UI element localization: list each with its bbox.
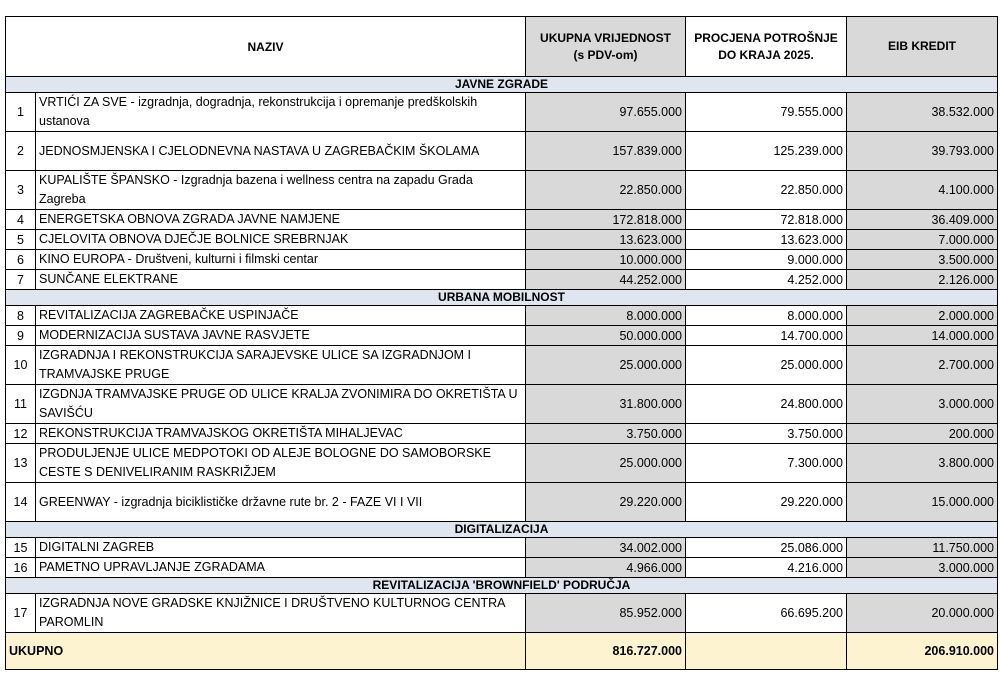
section-row (6, 77, 998, 93)
row-number: 12 (6, 424, 36, 444)
total-eib-kredit: 206.910.000 (847, 633, 998, 670)
ukupna-vrijednost-cell: 34.002.000 (526, 538, 686, 558)
ukupna-vrijednost-cell: 50.000.000 (526, 326, 686, 346)
procjena-cell: 25.086.000 (686, 538, 847, 558)
eib-kredit-cell: 3.000.000 (847, 385, 998, 424)
eib-kredit-cell: 20.000.000 (847, 594, 998, 633)
eib-projects-table (5, 16, 998, 670)
procjena-cell: 7.300.000 (686, 444, 847, 483)
table-row (6, 171, 998, 210)
total-ukupna-vrijednost: 816.727.000 (526, 633, 686, 670)
procjena-cell: 25.000.000 (686, 346, 847, 385)
row-number: 6 (6, 250, 36, 270)
eib-kredit-cell: 14.000.000 (847, 326, 998, 346)
project-name: KUPALIŠTE ŠPANSKO - Izgradnja bazena i wellness centra na zapadu Grada Zagreba (36, 171, 526, 210)
row-number: 15 (6, 538, 36, 558)
ukupna-vrijednost-cell: 97.655.000 (526, 93, 686, 132)
header-eib-kredit: EIB KREDIT (847, 17, 998, 77)
table-row (6, 270, 998, 290)
project-name: JEDNOSMJENSKA I CJELODNEVNA NASTAVA U ZAGREBAČKIM ŠKOLAMA (36, 132, 526, 171)
procjena-cell: 24.800.000 (686, 385, 847, 424)
table-row (6, 483, 998, 522)
total-row (6, 633, 998, 670)
table-row (6, 132, 998, 171)
header-procjena-potrosnje (686, 17, 847, 77)
procjena-cell: 72.818.000 (686, 210, 847, 230)
ukupna-vrijednost-cell: 4.966.000 (526, 558, 686, 578)
ukupna-vrijednost-cell: 172.818.000 (526, 210, 686, 230)
table-row (6, 444, 998, 483)
row-number: 13 (6, 444, 36, 483)
table-row (6, 424, 998, 444)
eib-kredit-cell: 4.100.000 (847, 171, 998, 210)
procjena-cell: 29.220.000 (686, 483, 847, 522)
table-row (6, 230, 998, 250)
procjena-cell: 14.700.000 (686, 326, 847, 346)
row-number: 17 (6, 594, 36, 633)
row-number: 10 (6, 346, 36, 385)
row-number: 14 (6, 483, 36, 522)
procjena-cell: 4.252.000 (686, 270, 847, 290)
row-number: 5 (6, 230, 36, 250)
eib-kredit-cell: 11.750.000 (847, 538, 998, 558)
table-row (6, 306, 998, 326)
procjena-cell: 22.850.000 (686, 171, 847, 210)
ukupna-vrijednost-cell: 13.623.000 (526, 230, 686, 250)
table-row (6, 346, 998, 385)
row-number: 9 (6, 326, 36, 346)
section-title: URBANA MOBILNOST (6, 290, 998, 306)
ukupna-vrijednost-cell: 31.800.000 (526, 385, 686, 424)
total-procjena (686, 633, 847, 670)
ukupna-vrijednost-cell: 10.000.000 (526, 250, 686, 270)
procjena-cell: 66.695.200 (686, 594, 847, 633)
eib-kredit-cell: 2.126.000 (847, 270, 998, 290)
procjena-cell: 125.239.000 (686, 132, 847, 171)
project-name: REVITALIZACIJA ZAGREBAČKE USPINJAČE (36, 306, 526, 326)
ukupna-vrijednost-cell: 29.220.000 (526, 483, 686, 522)
eib-kredit-cell: 39.793.000 (847, 132, 998, 171)
section-row (6, 578, 998, 594)
project-name: REKONSTRUKCIJA TRAMVAJSKOG OKRETIŠTA MIHALJEVAC (36, 424, 526, 444)
procjena-cell: 3.750.000 (686, 424, 847, 444)
ukupna-vrijednost-cell: 25.000.000 (526, 444, 686, 483)
project-name: MODERNIZACIJA SUSTAVA JAVNE RASVJETE (36, 326, 526, 346)
project-name: IZGDNJA TRAMVAJSKE PRUGE OD ULICE KRALJA ZVONIMIRA DO OKRETIŠTA U SAVIŠĆU (36, 385, 526, 424)
procjena-cell: 4.216.000 (686, 558, 847, 578)
row-number: 11 (6, 385, 36, 424)
procjena-cell: 9.000.000 (686, 250, 847, 270)
project-name: SUNČANE ELEKTRANE (36, 270, 526, 290)
project-name: KINO EUROPA - Društveni, kulturni i filmski centar (36, 250, 526, 270)
eib-kredit-cell: 36.409.000 (847, 210, 998, 230)
eib-kredit-cell: 15.000.000 (847, 483, 998, 522)
table-row (6, 594, 998, 633)
ukupna-vrijednost-cell: 3.750.000 (526, 424, 686, 444)
table-row (6, 93, 998, 132)
project-name: IZGRADNJA NOVE GRADSKE KNJIŽNICE I DRUŠTVENO KULTURNOG CENTRA PAROMLIN (36, 594, 526, 633)
procjena-cell: 13.623.000 (686, 230, 847, 250)
header-ukupna-line2: (s PDV-om) (573, 47, 638, 62)
section-title: DIGITALIZACIJA (6, 522, 998, 538)
header-procjena-line2: DO KRAJA 2025. (718, 47, 814, 62)
table-body (6, 77, 998, 633)
project-name: GREENWAY - izgradnja biciklističke državne rute br. 2 - FAZE VI I VII (36, 483, 526, 522)
eib-kredit-cell: 200.000 (847, 424, 998, 444)
procjena-cell: 79.555.000 (686, 93, 847, 132)
ukupna-vrijednost-cell: 157.839.000 (526, 132, 686, 171)
row-number: 3 (6, 171, 36, 210)
ukupna-vrijednost-cell: 44.252.000 (526, 270, 686, 290)
table-row (6, 250, 998, 270)
section-title: REVITALIZACIJA 'BROWNFIELD' PODRUČJA (6, 578, 998, 594)
project-name: DIGITALNI ZAGREB (36, 538, 526, 558)
header-ukupna-vrijednost (526, 17, 686, 77)
ukupna-vrijednost-cell: 8.000.000 (526, 306, 686, 326)
header-naziv: NAZIV (6, 17, 526, 77)
procjena-cell: 8.000.000 (686, 306, 847, 326)
eib-kredit-cell: 7.000.000 (847, 230, 998, 250)
header-ukupna-line1: UKUPNA VRIJEDNOST (540, 30, 671, 45)
eib-kredit-cell: 38.532.000 (847, 93, 998, 132)
eib-kredit-cell: 2.000.000 (847, 306, 998, 326)
row-number: 1 (6, 93, 36, 132)
row-number: 7 (6, 270, 36, 290)
project-name: VRTIĆI ZA SVE - izgradnja, dogradnja, rekonstrukcija i opremanje predškolskih ustanova (36, 93, 526, 132)
eib-kredit-cell: 3.500.000 (847, 250, 998, 270)
ukupna-vrijednost-cell: 85.952.000 (526, 594, 686, 633)
eib-kredit-cell: 3.800.000 (847, 444, 998, 483)
row-number: 8 (6, 306, 36, 326)
project-name: IZGRADNJA I REKONSTRUKCIJA SARAJEVSKE ULICE SA IZGRADNJOM I TRAMVAJSKE PRUGE (36, 346, 526, 385)
table-row (6, 326, 998, 346)
total-label: UKUPNO (6, 633, 526, 670)
eib-kredit-cell: 2.700.000 (847, 346, 998, 385)
ukupna-vrijednost-cell: 22.850.000 (526, 171, 686, 210)
row-number: 4 (6, 210, 36, 230)
row-number: 2 (6, 132, 36, 171)
eib-kredit-cell: 3.000.000 (847, 558, 998, 578)
section-title: JAVNE ZGRADE (6, 77, 998, 93)
project-name: PRODULJENJE ULICE MEDPOTOKI OD ALEJE BOLOGNE DO SAMOBORSKE CESTE S DENIVELIRANIM RASKRIŽJEM (36, 444, 526, 483)
project-name: ENERGETSKA OBNOVA ZGRADA JAVNE NAMJENE (36, 210, 526, 230)
section-row (6, 522, 998, 538)
table-row (6, 210, 998, 230)
row-number: 16 (6, 558, 36, 578)
header-procjena-line1: PROCJENA POTROŠNJE (694, 30, 838, 45)
table-row (6, 538, 998, 558)
ukupna-vrijednost-cell: 25.000.000 (526, 346, 686, 385)
project-name: PAMETNO UPRAVLJANJE ZGRADAMA (36, 558, 526, 578)
section-row (6, 290, 998, 306)
table-header-row (6, 17, 998, 77)
table-row (6, 385, 998, 424)
project-name: CJELOVITA OBNOVA DJEČJE BOLNICE SREBRNJAK (36, 230, 526, 250)
table-row (6, 558, 998, 578)
